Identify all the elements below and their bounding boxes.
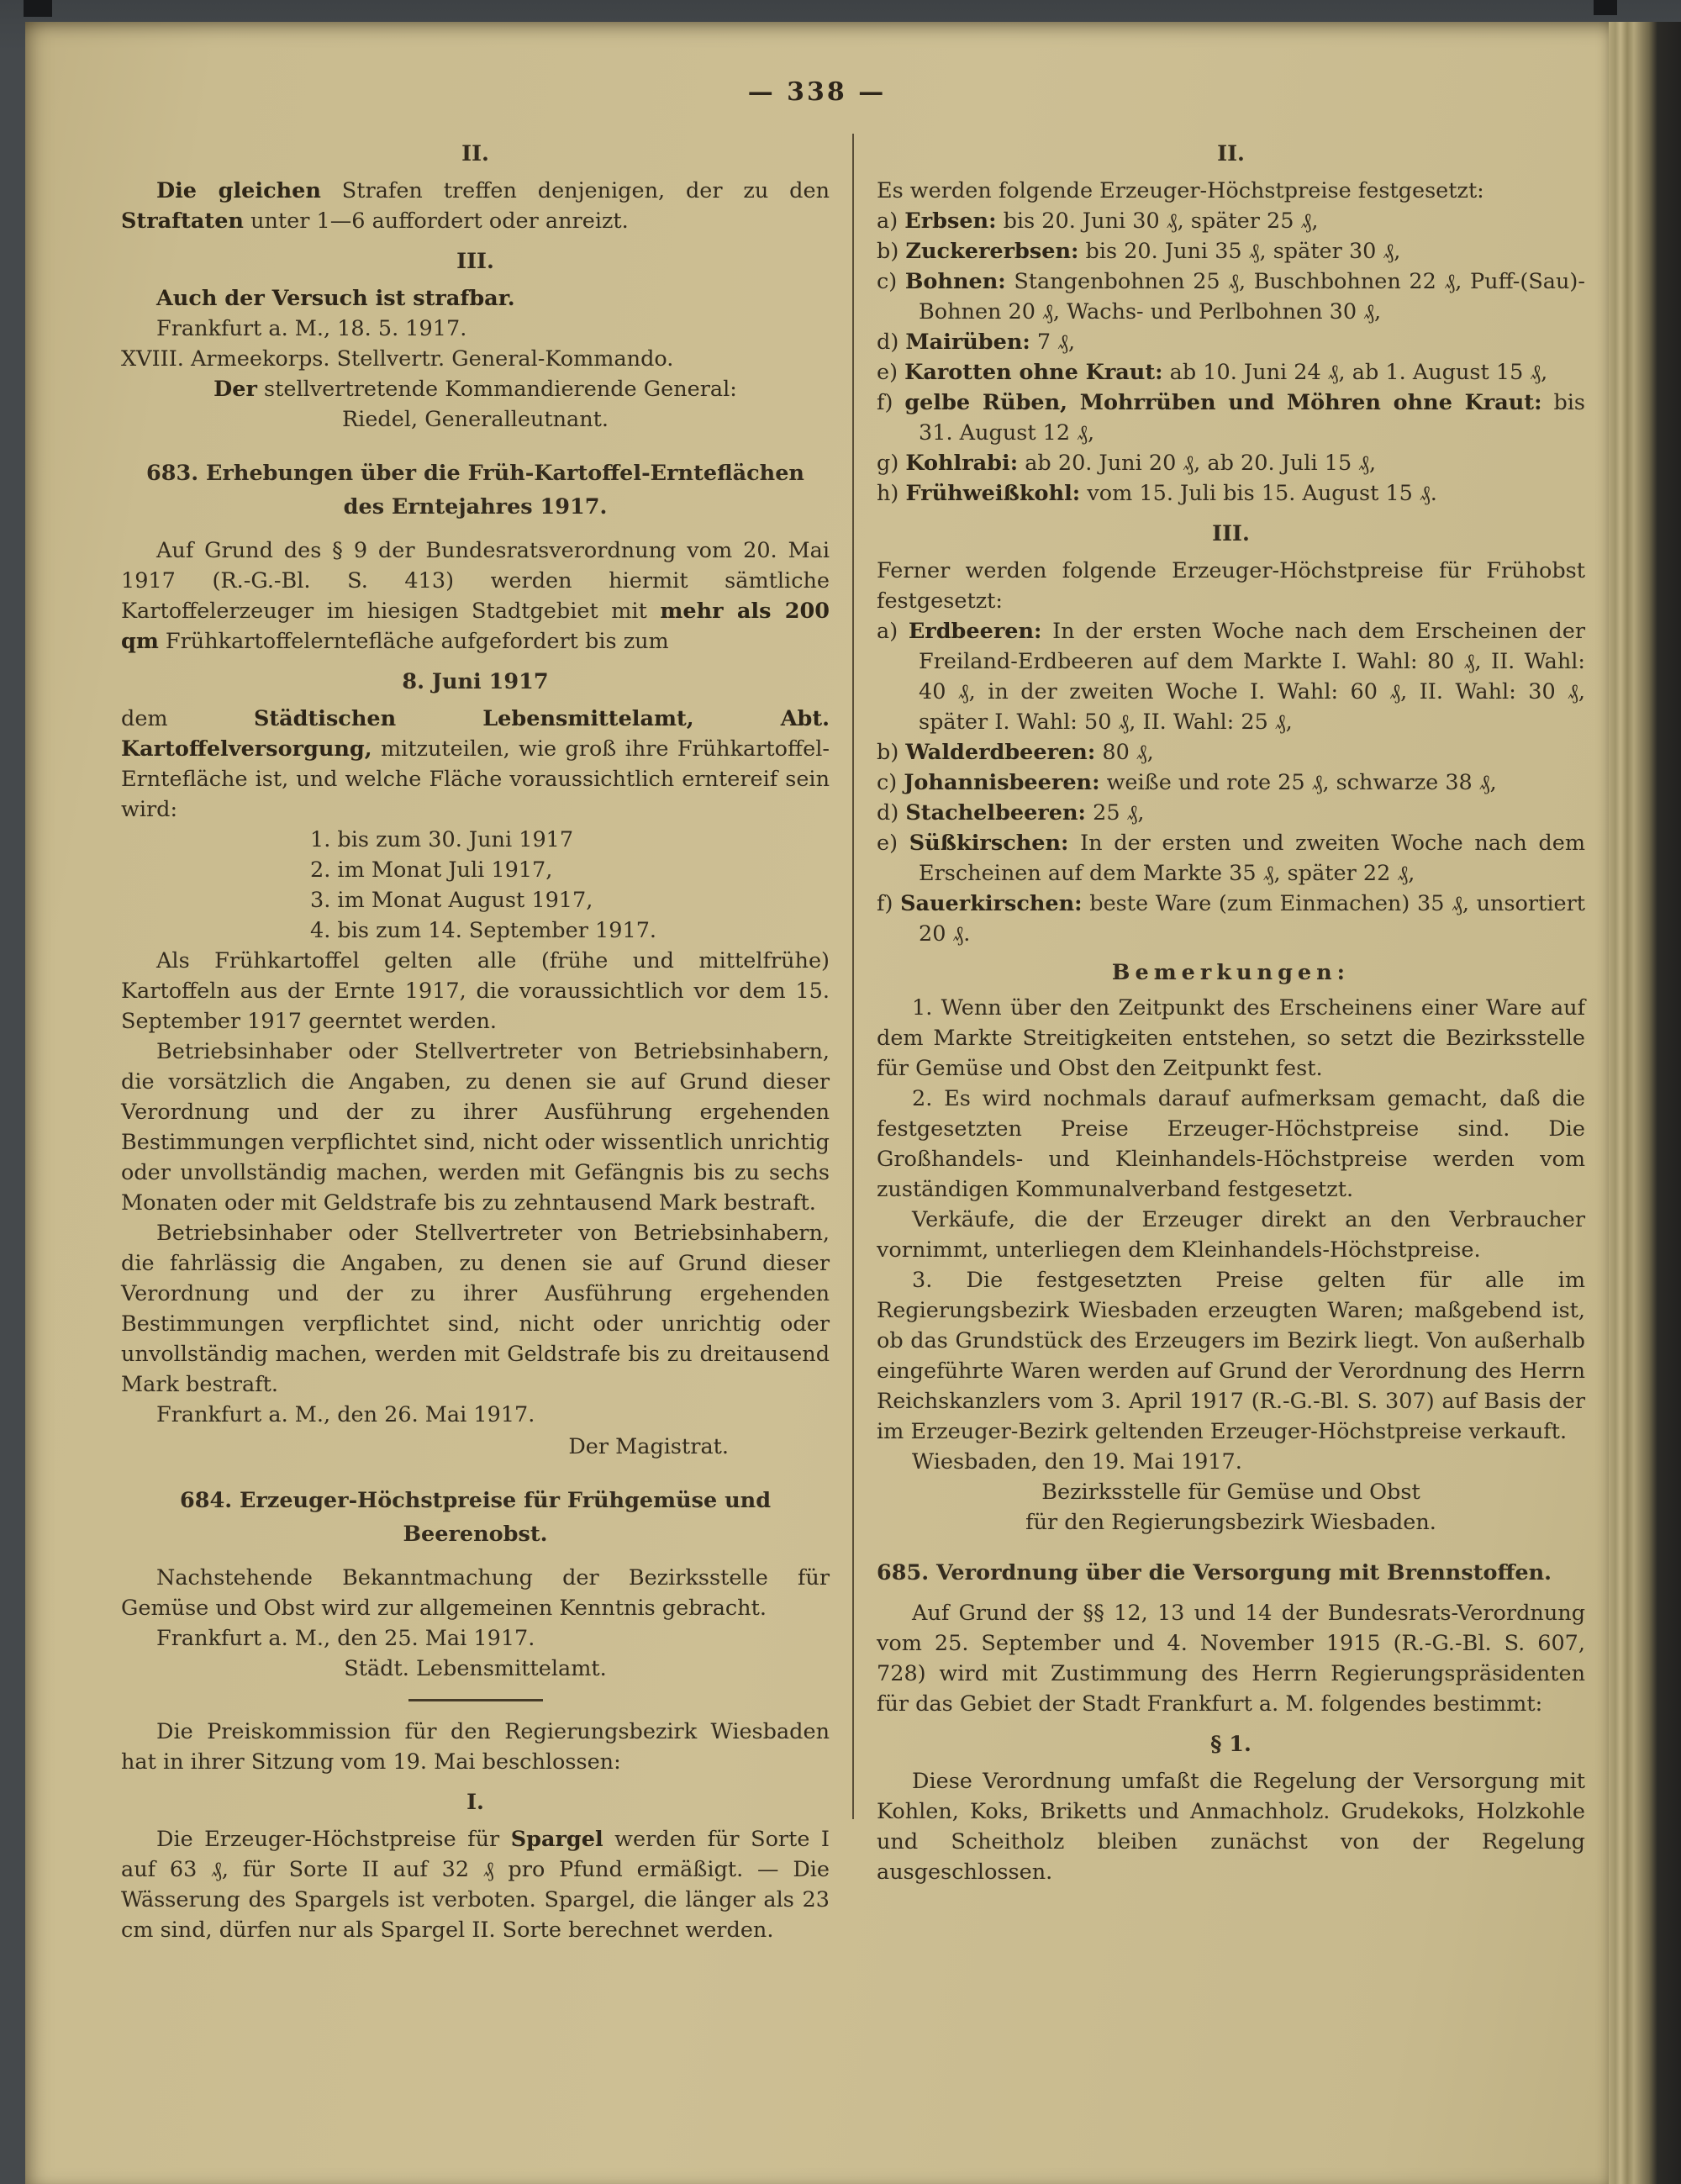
list-item: 4. bis zum 14. September 1917.: [310, 918, 657, 943]
list-item: 2. im Monat Juli 1917,: [310, 857, 553, 883]
price-item: e) Karotten ohne Kraut: ab 10. Juni 24 ₰, ab 1. August 15 ₰,: [877, 360, 1548, 385]
price-item: c) Johannisbeeren: weiße und rote 25 ₰, schwarze 38 ₰,: [877, 770, 1497, 795]
column-divider: [852, 134, 854, 1819]
signature-line: Riedel, Generalleutnant.: [341, 407, 609, 432]
section-683-heading: 683. Erhebungen über die Früh-Kartoffel-Ernteflächen des Erntejahres 1917.: [146, 461, 804, 520]
signature-line: Bezirksstelle für Gemüse und Obst: [1041, 1480, 1420, 1505]
price-item: g) Kohlrabi: ab 20. Juni 20 ₰, ab 20. Juli 15 ₰,: [877, 451, 1377, 476]
list-item: 3. im Monat August 1917,: [310, 888, 593, 913]
document-page: [25, 22, 1609, 2184]
paragraph: Es werden folgende Erzeuger-Höchstpreise festgesetzt:: [877, 178, 1484, 203]
signature-line: Städt. Lebensmittelamt.: [344, 1656, 607, 1681]
section-divider: [408, 1699, 543, 1701]
heading-section-III: III.: [456, 249, 494, 274]
page-number: — 338 —: [747, 77, 887, 107]
price-item: a) Erbsen: bis 20. Juni 30 ₰, später 25 ₰,: [877, 208, 1319, 234]
price-item: d) Stachelbeeren: 25 ₰,: [877, 800, 1145, 826]
paragraph: Ferner werden folgende Erzeuger-Höchstpreise für Frühobst festgesetzt:: [877, 558, 1586, 614]
paragraph: 1. Wenn über den Zeitpunkt des Erscheinens einer Ware auf dem Markte Streitigkeiten entstehen, so setzt die Bezirksstelle für Gemüse und Obst den Zeitpunkt fest.: [877, 995, 1586, 1081]
list-item: 1. bis zum 30. Juni 1917: [310, 827, 574, 852]
signature-line: XVIII. Armeekorps. Stellvertr. General-Kommando.: [121, 346, 674, 372]
heading-section-III: III.: [1212, 521, 1250, 546]
price-item: f) Sauerkirschen: beste Ware (zum Einmachen) 35 ₰, unsortiert 20 ₰.: [877, 891, 1586, 947]
date-heading: 8. Juni 1917: [402, 669, 549, 694]
price-item: f) gelbe Rüben, Mohrrüben und Möhren ohne Kraut: bis 31. August 12 ₰,: [877, 390, 1586, 446]
price-item: c) Bohnen: Stangenbohnen 25 ₰, Buschbohnen 22 ₰, Puff-(Sau)-Bohnen 20 ₰, Wachs- und Perlbohnen 30 ₰,: [877, 269, 1585, 324]
dateline: Wiesbaden, den 19. Mai 1917.: [912, 1449, 1242, 1474]
paragraph: 3. Die festgesetzten Preise gelten für alle im Regierungsbezirk Wiesbaden erzeugten Waren; maßgebend ist, ob das Grundstück des Erzeugers im Bezirk liegt. Von außerhalb eingeführte Waren werden auf Grund der Verordnung des Herrn Reichskanzlers vom 3. April 1917 (R.-G.-Bl. S. 307) auf Basis der im Erzeuger-Bezirk geltenden Erzeuger-Höchstpreise verkauft.: [877, 1268, 1586, 1444]
paragraph: Auch der Versuch ist strafbar.: [156, 286, 515, 311]
paragraph: Diese Verordnung umfaßt die Regelung der Versorgung mit Kohlen, Koks, Briketts und Anmachholz. Grudekoks, Holzkohle und Scheitholz bleiben zunächst von der Regelung ausgeschlossen.: [877, 1769, 1586, 1885]
signature-line: Der stellvertretende Kommandierende General:: [213, 377, 737, 402]
price-item: a) Erdbeeren: In der ersten Woche nach dem Erscheinen der Freiland-Erdbeeren auf dem Markte I. Wahl: 80 ₰, II. Wahl: 40 ₰, in der zweiten Woche I. Wahl: 60 ₰, II. Wahl: 30 ₰, später I. Wahl: 50 ₰, II. Wahl: 25 ₰,: [877, 619, 1586, 735]
scan-artifact-top-right: [1594, 0, 1617, 15]
price-item: b) Zuckererbsen: bis 20. Juni 35 ₰, später 30 ₰,: [877, 239, 1401, 264]
paragraph: Als Frühkartoffel gelten alle (frühe und mittelfrühe) Kartoffeln aus der Ernte 1917, die voraussichtlich vor dem 15. September 1917 geerntet werden.: [121, 948, 830, 1034]
scan-artifact-top-left: [24, 0, 52, 17]
paragraph: Nachstehende Bekanntmachung der Bezirksstelle für Gemüse und Obst wird zur allgemeinen Kenntnis gebracht.: [121, 1565, 830, 1621]
paragraph: Die gleichen Strafen treffen denjenigen, der zu den Straftaten unter 1—6 auffordert oder anreizt.: [121, 178, 830, 234]
heading-section-II: II.: [1217, 141, 1245, 166]
section-685-heading: 685. Verordnung über die Versorgung mit Brennstoffen.: [877, 1560, 1552, 1585]
two-column-layout: [25, 107, 1609, 1945]
price-item: e) Süßkirschen: In der ersten und zweiten Woche nach dem Erscheinen auf dem Markte 35 ₰, später 22 ₰,: [877, 831, 1586, 886]
signature-line: Der Magistrat.: [568, 1434, 730, 1459]
dateline: Frankfurt a. M., den 25. Mai 1917.: [156, 1626, 535, 1651]
left-column: [121, 129, 830, 1945]
paragraph: Auf Grund der §§ 12, 13 und 14 der Bundesrats-Verordnung vom 25. September und 4. November 1915 (R.-G.-Bl. S. 607, 728) wird mit Zustimmung des Herrn Regierungspräsidenten für das Gebiet der Stadt Frankfurt a. M. folgendes bestimmt:: [877, 1601, 1586, 1717]
price-item: h) Frühweißkohl: vom 15. Juli bis 15. August 15 ₰.: [877, 481, 1437, 506]
paragraph: dem Städtischen Lebensmittelamt, Abt. Kartoffelversorgung, mitzuteilen, wie groß ihre Frühkartoffel-Erntefläche ist, und welche Fläche voraussichtlich erntereif sein wird:: [121, 706, 830, 822]
dateline: Frankfurt a. M., 18. 5. 1917.: [156, 316, 467, 341]
signature-line: für den Regierungsbezirk Wiesbaden.: [1025, 1510, 1436, 1535]
paragraph: Betriebsinhaber oder Stellvertreter von Betriebsinhabern, die vorsätzlich die Angaben, zu denen sie auf Grund dieser Verordnung und der zu ihrer Ausführung ergehenden Bestimmungen verpflichtet sind, nicht oder wissentlich unrichtig oder unvollständig machen, werden mit Gefängnis bis zu sechs Monaten oder mit Geldstrafe bis zu zehntausend Mark bestraft.: [121, 1039, 830, 1216]
section-684-heading: 684. Erzeuger-Höchstpreise für Frühgemüse und Beerenobst.: [179, 1488, 772, 1547]
heading-paragraph-1: § 1.: [1210, 1732, 1252, 1757]
paragraph: Die Erzeuger-Höchstpreise für Spargel werden für Sorte I auf 63 ₰, für Sorte II auf 32 ₰ pro Pfund ermäßigt. — Die Wässerung des Spargels ist verboten. Spargel, die länger als 23 cm sind, dürfen nur als Spargel II. Sorte berechnet werden.: [121, 1827, 830, 1943]
dateline: Frankfurt a. M., den 26. Mai 1917.: [156, 1402, 535, 1427]
paragraph: Die Preiskommission für den Regierungsbezirk Wiesbaden hat in ihrer Sitzung vom 19. Mai beschlossen:: [121, 1719, 830, 1775]
price-item: d) Mairüben: 7 ₰,: [877, 330, 1076, 355]
paragraph: 2. Es wird nochmals darauf aufmerksam gemacht, daß die festgesetzten Preise Erzeuger-Höchstpreise sind. Die Großhandels- und Kleinhandels-Höchstpreise werden vom zuständigen Kommunalverband festgesetzt.: [877, 1086, 1586, 1202]
price-item: b) Walderdbeeren: 80 ₰,: [877, 740, 1154, 765]
right-column: [877, 129, 1585, 1887]
heading-section-I: I.: [466, 1790, 484, 1815]
paragraph: Auf Grund des § 9 der Bundesratsverordnung vom 20. Mai 1917 (R.-G.-Bl. S. 413) werden hiermit sämtliche Kartoffelerzeuger im hiesigen Stadtgebiet mit mehr als 200 qm Frühkartoffelerntefläche aufgefordert bis zum: [121, 538, 830, 654]
paragraph: Verkäufe, die der Erzeuger direkt an den Verbraucher vornimmt, unterliegen dem Kleinhandels-Höchstpreise.: [877, 1207, 1586, 1263]
paragraph: Betriebsinhaber oder Stellvertreter von Betriebsinhabern, die fahrlässig die Angaben, zu denen sie auf Grund dieser Verordnung und der zu ihrer Ausführung ergehenden Bestimmungen verpflichtet sind, nicht oder unrichtig oder unvollständig machen, werden mit Geldstrafe bis zu dreitausend Mark bestraft.: [121, 1221, 830, 1397]
remarks-heading: Bemerkungen:: [1111, 960, 1351, 985]
book-page-edges: [1609, 22, 1681, 2184]
heading-section-II: II.: [461, 141, 489, 166]
